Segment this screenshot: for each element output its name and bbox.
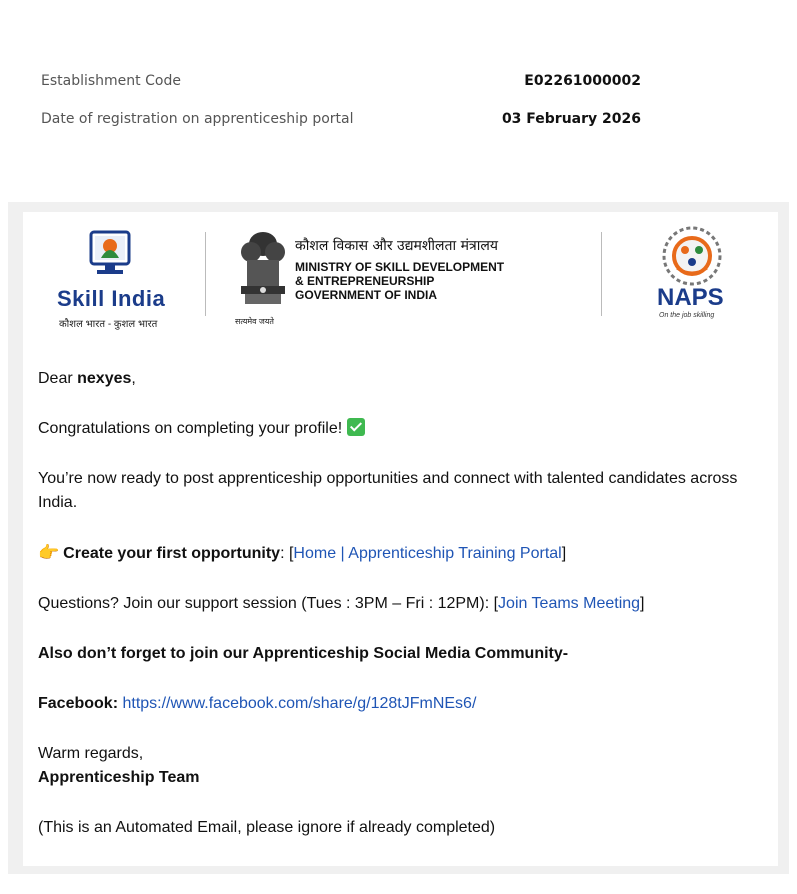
logo-divider	[205, 232, 206, 316]
skill-india-logo	[57, 230, 207, 330]
establishment-code-label: Establishment Code	[41, 73, 181, 89]
ministry-logo	[233, 230, 573, 330]
automated-notice: (This is an Automated Email, please ignore if already completed)	[38, 819, 496, 836]
ready-line: You’re now ready to post apprenticeship opportunities and connect with talented candidates across India.	[38, 470, 738, 511]
ministry-line-2: & ENTREPRENEURSHIP	[295, 274, 435, 288]
naps-emblem-icon	[647, 224, 737, 286]
regards: Warm regards,	[38, 745, 144, 762]
emblem-caption: सत्यमेव जयते	[235, 317, 274, 326]
greeting: Dear nexyes,	[38, 370, 136, 387]
portal-link[interactable]: Home | Apprenticeship Training Portal	[293, 545, 562, 562]
ministry-name-hindi: कौशल विकास और उद्यमशीलता मंत्रालय	[295, 238, 498, 254]
national-emblem-icon	[235, 230, 291, 314]
registration-date-label: Date of registration on apprenticeship portal	[41, 111, 354, 127]
skill-india-wordmark: Skill India	[57, 286, 166, 311]
ministry-line-1: MINISTRY OF SKILL DEVELOPMENT	[295, 260, 505, 274]
establishment-code-value: E02261000002	[524, 73, 641, 89]
ministry-line-3: GOVERNMENT OF INDIA	[295, 288, 438, 302]
registration-info	[41, 62, 641, 138]
create-opportunity-label: Create your first opportunity	[63, 545, 281, 562]
establishment-code-row	[41, 62, 641, 100]
create-opportunity-line: 👉 Create your first opportunity: [Home | Apprenticeship Training Portal]	[38, 541, 738, 566]
ministry-name-english	[295, 260, 504, 302]
email-preview-frame	[8, 202, 789, 874]
logo-divider	[601, 232, 602, 316]
check-mark-icon	[347, 418, 365, 436]
community-line: Also don’t forget to join our Apprenticeship Social Media Community-	[38, 645, 569, 662]
support-session-line: Questions? Join our support session (Tues : 3PM – Fri : 12PM): [Join Teams Meeting]	[38, 595, 645, 612]
naps-tagline: On the job skilling	[659, 312, 715, 319]
naps-wordmark: NAPS	[657, 284, 724, 311]
naps-logo	[643, 224, 743, 332]
congrats-line: Congratulations on completing your profile!	[38, 417, 738, 441]
facebook-label: Facebook:	[38, 695, 119, 712]
signoff	[38, 742, 738, 790]
skill-india-tagline: कौशल भारत - कुशल भारत	[59, 319, 158, 330]
teams-meeting-link[interactable]: Join Teams Meeting	[498, 595, 641, 612]
facebook-line	[38, 692, 738, 716]
team-name: Apprenticeship Team	[38, 769, 200, 786]
email-content	[38, 367, 738, 866]
recipient-name: nexyes	[77, 370, 132, 387]
registration-date-row	[41, 100, 641, 138]
facebook-link[interactable]: https://www.facebook.com/share/g/128tJFmNEs6/	[122, 695, 477, 712]
pointing-hand-icon: 👉	[38, 543, 60, 562]
logo-header	[23, 212, 778, 332]
registration-date-value: 03 February 2026	[501, 111, 641, 127]
skill-india-monitor-icon	[85, 230, 135, 282]
email-body	[23, 212, 778, 866]
